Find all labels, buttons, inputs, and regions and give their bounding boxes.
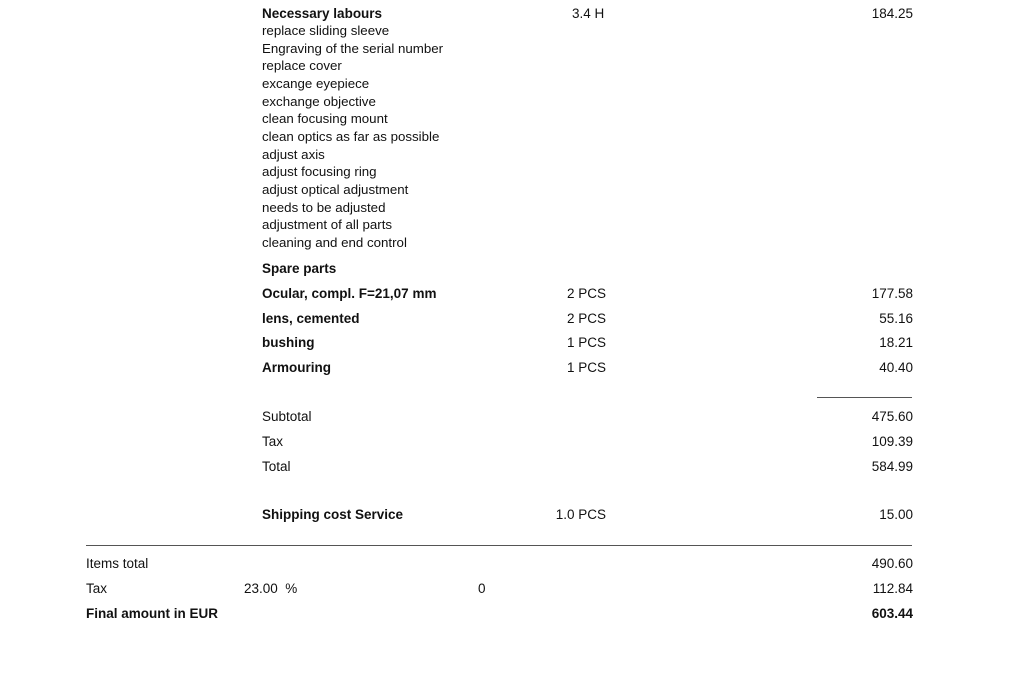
spare-part-amount: 177.58	[871, 286, 913, 301]
spare-part-qty: 1 PCS	[566, 335, 606, 350]
items-total-label: Items total	[86, 556, 149, 571]
subtotal-label: Subtotal	[262, 409, 312, 424]
labour-qty: 3.4 H	[572, 6, 605, 21]
labour-task: excange eyepiece	[262, 76, 370, 91]
labour-task: adjustment of all parts	[262, 217, 393, 232]
total-value: 584.99	[871, 459, 913, 474]
footer-tax-base: 0	[478, 581, 486, 596]
labour-task: adjust optical adjustment	[262, 182, 409, 197]
labour-task: adjust axis	[262, 147, 325, 162]
labour-task: adjust focusing ring	[262, 164, 377, 179]
spare-part-qty: 2 PCS	[566, 311, 606, 326]
final-amount-label: Final amount in EUR	[86, 606, 219, 621]
spare-part-amount: 40.40	[879, 360, 913, 375]
footer-divider	[86, 545, 912, 546]
footer-tax-value: 112.84	[872, 581, 913, 596]
total-label: Total	[262, 459, 291, 474]
spare-part-amount: 18.21	[879, 335, 913, 350]
labour-heading: Necessary labours	[262, 6, 383, 21]
labour-task: clean focusing mount	[262, 111, 388, 126]
final-amount-value: 603.44	[871, 606, 913, 621]
subtotal-value: 475.60	[871, 409, 913, 424]
tax-value: 109.39	[871, 434, 913, 449]
spare-part-qty: 2 PCS	[566, 286, 606, 301]
labour-task: replace sliding sleeve	[262, 23, 390, 38]
labour-task: cleaning and end control	[262, 235, 407, 250]
footer-tax-label: Tax	[86, 581, 108, 596]
spare-part-name: lens, cemented	[262, 311, 360, 326]
spare-part-name: Ocular, compl. F=21,07 mm	[262, 286, 437, 301]
spare-parts-heading: Spare parts	[262, 261, 337, 276]
items-total-value: 490.60	[871, 556, 913, 571]
labour-amount: 184.25	[871, 6, 913, 21]
subtotal-divider	[817, 397, 912, 398]
labour-task: exchange objective	[262, 94, 376, 109]
labour-task: clean optics as far as possible	[262, 129, 440, 144]
shipping-amount: 15.00	[879, 507, 913, 522]
tax-label: Tax	[262, 434, 284, 449]
footer-tax-rate: 23.00 %	[244, 581, 298, 596]
labour-task: Engraving of the serial number	[262, 41, 444, 56]
shipping-qty: 1.0 PCS	[555, 507, 606, 522]
spare-part-qty: 1 PCS	[566, 360, 606, 375]
spare-part-amount: 55.16	[879, 311, 913, 326]
shipping-label: Shipping cost Service	[262, 507, 404, 522]
labour-task: needs to be adjusted	[262, 200, 386, 215]
labour-task: replace cover	[262, 58, 342, 73]
spare-part-name: bushing	[262, 335, 315, 350]
spare-part-name: Armouring	[262, 360, 331, 375]
